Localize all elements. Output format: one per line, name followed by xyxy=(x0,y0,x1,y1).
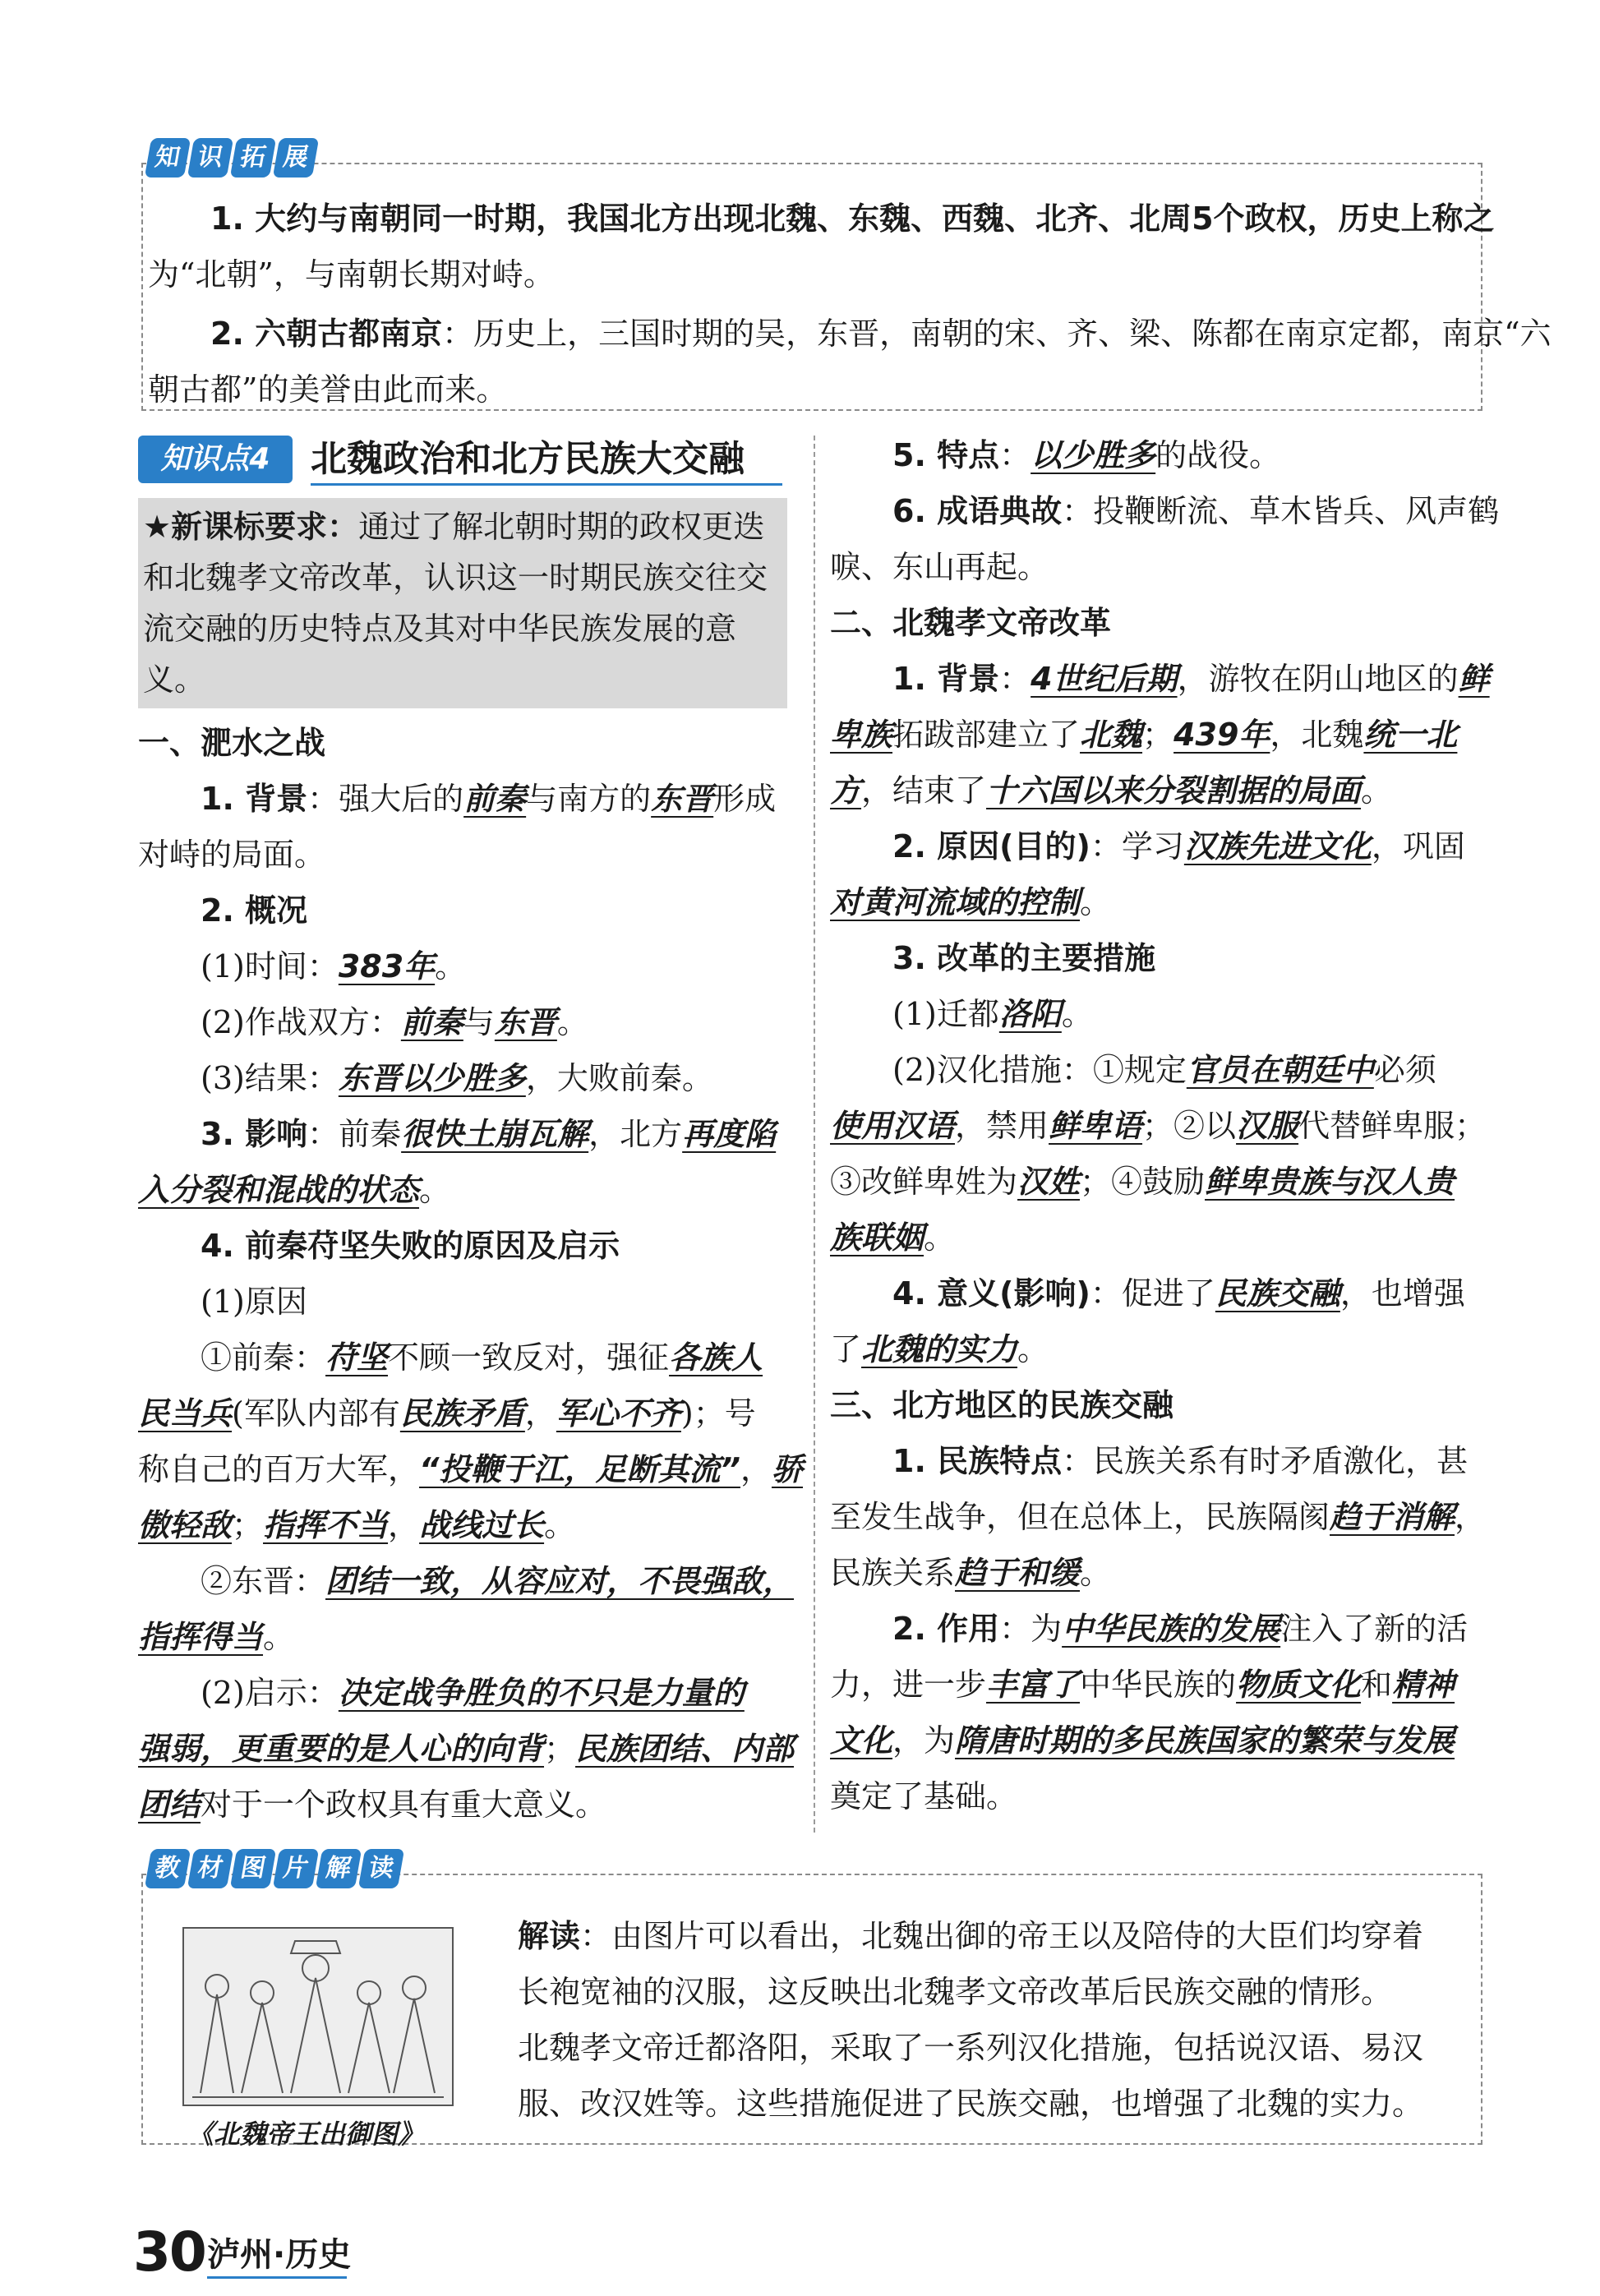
subheading: 4. 前秦苻坚失败的原因及启示 xyxy=(201,1228,620,1264)
illustration xyxy=(182,1927,454,2106)
page-number: 30 xyxy=(133,2220,205,2284)
paragraph: (2)汉化措施：①规定官员在朝廷中必须 xyxy=(892,1052,1436,1088)
ext-line-2: 为“北朝”，与南朝长期对峙。 xyxy=(148,256,555,293)
section-heading: 一、淝水之战 xyxy=(138,725,326,761)
subheading: 2. 概况 xyxy=(201,892,308,929)
paragraph: (2)作战双方：前秦与东晋。 xyxy=(201,1004,588,1040)
knowledge-point-badge: 知识点4 xyxy=(138,436,293,483)
paragraph: ③改鲜卑姓为汉姓；④鼓励鲜卑贵族与汉人贵 xyxy=(830,1164,1455,1200)
paragraph: 2. 作用：为中华民族的发展注入了新的活 xyxy=(892,1611,1469,1647)
paragraph: 族联姻。 xyxy=(830,1219,956,1256)
paragraph: 至发生战争，但在总体上，民族隔阂趋于消解， xyxy=(830,1499,1487,1535)
interpretation-line-3: 北魏孝文帝迁都洛阳，采取了一系列汉化措施，包括说汉语、易汉 xyxy=(518,2030,1424,2066)
paragraph: 指挥得当。 xyxy=(138,1619,295,1655)
left-column xyxy=(138,715,812,1833)
paragraph: 团结对于一个政权具有重大意义。 xyxy=(138,1787,607,1823)
paragraph: 强弱，更重要的是人心的向背；民族团结、内部 xyxy=(138,1731,795,1767)
textbook-picture-tag: 教 材 图 片 解 读 xyxy=(148,1849,401,1888)
knowledge-point-title: 北魏政治和北方民族大交融 xyxy=(311,436,782,486)
paragraph: 称自己的百万大军，“投鞭于江，足断其流”，骄 xyxy=(138,1451,803,1487)
ext-line-3: 2. 六朝古都南京：历史上，三国时期的吴，东晋，南朝的宋、齐、梁、陈都在南京定都，南京“六 xyxy=(210,316,1552,352)
paragraph: 6. 成语典故：投鞭断流、草木皆兵、风声鹤 xyxy=(892,493,1500,529)
paragraph: 文化，为隋唐时期的多民族国家的繁荣与发展 xyxy=(830,1722,1455,1759)
paragraph: 使用汉语，禁用鲜卑语；②以汉服代替鲜卑服； xyxy=(830,1108,1487,1144)
paragraph: 了北魏的实力。 xyxy=(830,1331,1049,1367)
paragraph: (3)结果：东晋以少胜多，大败前秦。 xyxy=(201,1060,713,1096)
curriculum-requirement: ★新课标要求：通过了解北朝时期的政权更迭和北魏孝文帝改革，认识这一时期民族交往交流交融的历史特点及其对中华民族发展的意义。 xyxy=(138,498,787,708)
illustration-caption: 《北魏帝王出御图》 xyxy=(187,2118,425,2150)
paragraph: ①前秦：苻坚不顾一致反对，强征各族人 xyxy=(201,1339,763,1376)
paragraph: 入分裂和混战的状态。 xyxy=(138,1172,451,1208)
paragraph: 唳、东山再起。 xyxy=(830,549,1049,585)
section-heading: 二、北魏孝文帝改革 xyxy=(830,605,1112,641)
paragraph: 1. 背景：4世纪后期，游牧在阴山地区的鲜 xyxy=(892,661,1490,697)
procession-illustration xyxy=(184,1929,452,2105)
paragraph: 力，进一步丰富了中华民族的物质文化和精神 xyxy=(830,1667,1455,1703)
paragraph: 3. 影响：前秦很快土崩瓦解，北方再度陷 xyxy=(201,1116,777,1152)
ext-line-1: 1. 大约与南朝同一时期，我国北方出现北魏、东魏、西魏、北齐、北周5个政权，历史上称之 xyxy=(210,201,1495,237)
interpretation-line-2: 长袍宽袖的汉服，这反映出北魏孝文帝改革后民族交融的情形。 xyxy=(518,1974,1393,2010)
right-column xyxy=(830,427,1500,1824)
ext-line-4: 朝古都”的美誉由此而来。 xyxy=(148,371,508,408)
section-heading: 三、北方地区的民族交融 xyxy=(830,1387,1174,1423)
footer-accent-line xyxy=(207,2276,347,2279)
paragraph: 傲轻敌；指挥不当，战线过长。 xyxy=(138,1507,576,1543)
subheading: 3. 改革的主要措施 xyxy=(892,940,1156,976)
paragraph: 2. 原因(目的)：学习汉族先进文化，巩固 xyxy=(892,828,1465,864)
paragraph: (1)迁都洛阳。 xyxy=(892,996,1093,1032)
paragraph: 1. 背景：强大后的前秦与南方的东晋形成 xyxy=(201,781,777,817)
paragraph: (1)原因 xyxy=(201,1284,307,1320)
paragraph: 奠定了基础。 xyxy=(830,1778,1018,1814)
paragraph: 4. 意义(影响)：促进了民族交融，也增强 xyxy=(892,1275,1465,1312)
paragraph: (1)时间：383年。 xyxy=(201,948,467,984)
paragraph: 1. 民族特点：民族关系有时矛盾激化，甚 xyxy=(892,1443,1469,1479)
interpretation-line-4: 服、改汉姓等。这些措施促进了民族交融，也增强了北魏的实力。 xyxy=(518,2086,1424,2122)
paragraph: 民当兵(军队内部有民族矛盾，军心不齐)；号 xyxy=(138,1395,756,1432)
paragraph: 对黄河流域的控制。 xyxy=(830,884,1112,920)
paragraph: 民族关系趋于和缓。 xyxy=(830,1555,1112,1591)
column-divider xyxy=(814,436,815,1833)
paragraph: 5. 特点：以少胜多的战役。 xyxy=(892,437,1281,473)
knowledge-extension-tag: 知 识 拓 展 xyxy=(148,138,316,178)
paragraph: 卑族拓跋部建立了北魏；439年，北魏统一北 xyxy=(830,717,1458,753)
paragraph: ②东晋：团结一致，从容应对，不畏强敌， xyxy=(201,1563,795,1599)
paragraph: 对峙的局面。 xyxy=(138,837,326,873)
paragraph: (2)启示：决定战争胜负的不只是力量的 xyxy=(201,1675,745,1711)
book-title: 泸州·历史 xyxy=(207,2236,352,2274)
paragraph: 方，结束了十六国以来分裂割据的局面。 xyxy=(830,772,1393,809)
interpretation-line-1: 解读：由图片可以看出，北魏出御的帝王以及陪侍的大臣们均穿着 xyxy=(518,1918,1424,1954)
